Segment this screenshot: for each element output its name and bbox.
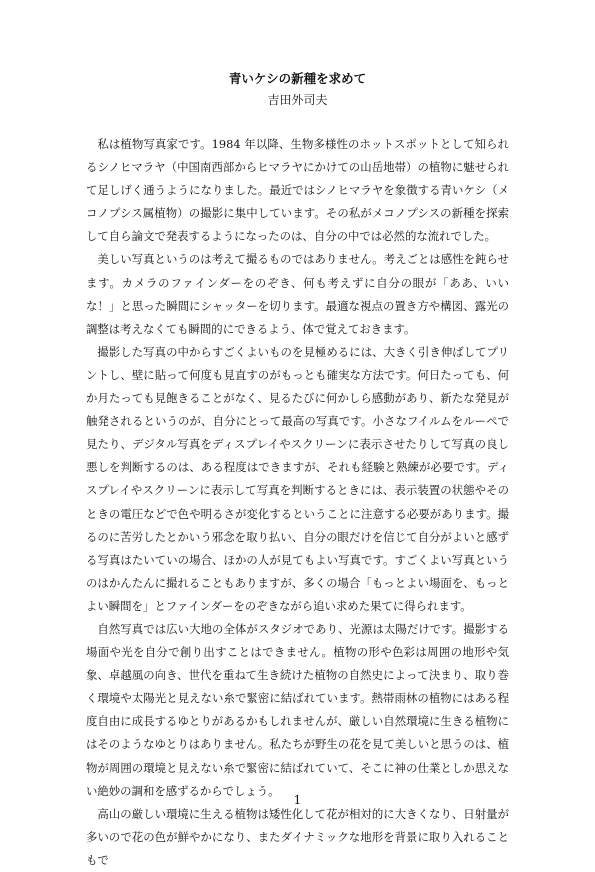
paragraph: 自然写真では広い大地の全体がスタジオであり、光源は太陽だけです。撮影する場面や光を自分で創り出すことはできません。植物の形や色彩は周囲の地形や気象、卓越風の向き、世代を重ねて生き続けた植物の自然史によって決まり、取り巻く環境や太陽光と見えない糸で緊密に結ばれています。熱帯雨林の植物にはある程度自由に成長するゆとりがあるかもしれませんが、厳しい自然環境に生きる植物にはそのようなゆとりはありません。私たちが野生の花を見て美しいと思うのは、植物が周囲の環境と見えない糸で緊密に結ばれていて、そこに神の仕業としか思えない絶妙の調和を感ずるからでしょう。 [86,621,509,798]
page-number: 1 [293,793,302,807]
document-title: 青いケシの新種を求めて [228,71,367,86]
paragraph: 撮影した写真の中からすごくよいものを見極めるには、大きく引き伸ばしてプリントし、壁に貼って何度も見直すのがもっとも確実な方法です。何日たっても、何か月たっても見飽きることがなく、見るたびに何かしら感動があり、新たな発見が触発されるというのが、自分にとって最高の写真です。小さなフイルムをルーペで見たり、デジタル写真をディスプレイやスクリーンに表示させたりして写真の良し悪しを判断するのは、ある程度はできますが、それも経験と熟練が必要です。ディスプレイやスクリーンに表示して写真を判断するときには、表示装置の状態やそのときの電圧などで色や明るさが変化するということに注意する必要があります。撮るのに苦労したとかいう邪念を取り払い、自分の眼だけを信じて自分がよいと感ずる写真はたいていの場合、ほかの人が見てもよい写真です。すごくよい写真というのはかんたんに撮れることもありますが、多くの場合「もっとよい場面を、もっとよい瞬間を」とファインダーをのぞきながら追い求めた果てに得られます。 [86,344,509,613]
paragraph: 高山の厳しい環境に生える植物は矮性化して花が相対的に大きくなり、日射量が多いので花の色が鮮やかになり、またダイナミックな地形を背景に取り入れることもで [86,806,509,867]
paragraph: 美しい写真というのは考えて撮るものではありません。考えごとは感性を鈍らせます。カメラのファインダーをのぞき、何も考えずに自分の眼が「ああ、いいな！」と思った瞬間にシャッターを切ります。最適な視点の置き方や構図、露光の調整は考えなくても瞬間的にできるよう、体で覚えておきます。 [86,252,509,336]
paragraph: 私は植物写真家です。1984 年以降、生物多様性のホットスポットとして知られるシノヒマラヤ（中国南西部からヒマラヤにかけての山岳地帯）の植物に魅せられて足しげく通うようになりました。最近ではシノヒマラヤを象徴する青いケシ（メコノプシス属植物）の撮影に集中しています。その私がメコノプシスの新種を探索して自ら論文で発表するようになったのは、自分の中では必然的な流れでした。 [86,137,509,244]
author-name: 吉田外司夫 [267,93,328,107]
body-text [86,133,509,872]
